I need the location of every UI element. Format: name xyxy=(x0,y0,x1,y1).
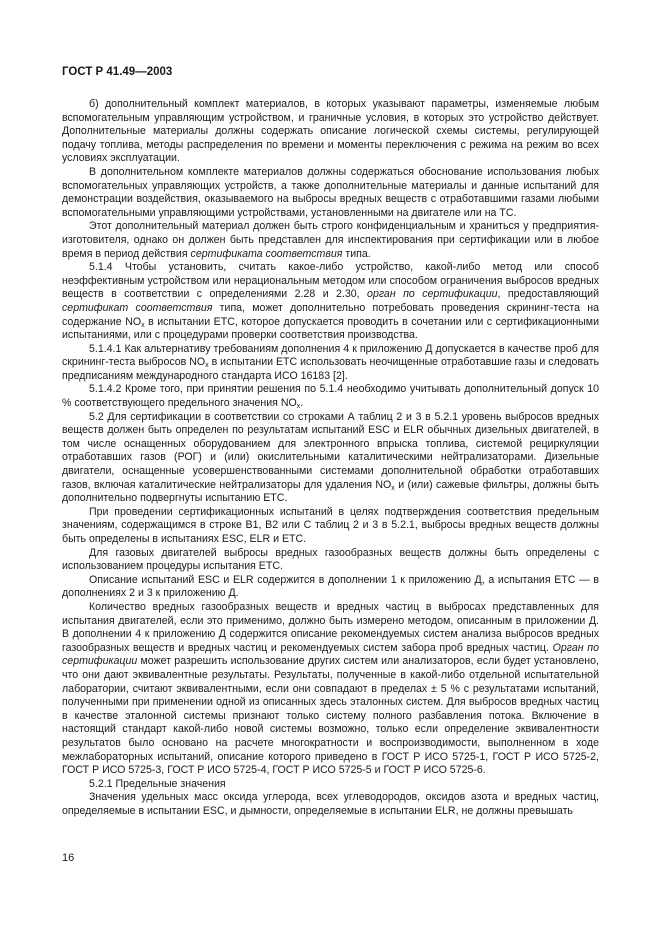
paragraph: Количество вредных газообразных веществ и вредных частиц в выбросах представленных для испытания двигателей, если это применимо, должно быть измерено методом, описанным в приложении Д. В дополнении 4 к приложению Д содержится описание рекомендуемых систем анализа выбросов вредных газообразных веществ и вредных частиц и рекомендуемых систем забора проб вредных частиц. Орган по сертификации может разрешить использование других систем или анализаторов, если будет установлено, что они дают эквивалентные результаты. Результаты, полученные в какой-либо отдельной испытательной лаборатории, считают эквивалентными, если они совпадают в пределах ± 5 % с результатами испытаний, полученными при применении одной из описанных здесь эталонных систем. Для выбросов вредных частиц в качестве эталонной системы признают только систему полного разбавления потока. Включение в настоящий стандарт какой-либо новой системы возможно, только если определение эквивалентности результатов было основано на расчете многократности и воспроизводимости, выполненном в ходе межлабораторных испытаний, описание которого приведено в ГОСТ Р ИСО 5725-1, ГОСТ Р ИСО 5725-2, ГОСТ Р ИСО 5725-3, ГОСТ Р ИСО 5725-4, ГОСТ Р ИСО 5725-5 и ГОСТ Р ИСО 5725-6. xyxy=(62,600,600,777)
paragraph: 5.1.4 Чтобы установить, считать какое-либо устройство, какой-либо метод или способ неэффективным устройством или нерациональным методом или способом ограничения выбросов вредных веществ в соответствии с определениями 2.28 и 2.30, орган по сертификации, предоставляющий сертификат соответствия типа, может дополнительно потребовать проведения скрининг-теста на содержание $NO_x$ в испытании ЕТС, которое допускается проводить в сочетании или с сертификационными испытаниями, или с процедурами проверки соответствия производства. xyxy=(62,261,599,342)
subscript: x xyxy=(205,362,209,370)
section-heading: 5.2.1 Предельные значения xyxy=(89,777,226,790)
paragraph: б) дополнительный комплект материалов, в которых указывают параметры, изменяемые любым вспомогательным управляющим устройством, и граничные условия, в которых это устройство действует. Дополнительные материалы должны содержать описание логической схемы системы, регулирующей подачу топлива, методы распределения по времени и моменты переключения с режима на режим во всех условиях эксплуатации. xyxy=(62,98,599,165)
subscript: x xyxy=(391,484,395,492)
italic-term: Орган по сертификации xyxy=(62,641,600,668)
subscript: x xyxy=(141,321,145,329)
paragraph: В дополнительном комплекте материалов должны содержаться обоснование использования любых вспомогательных управляющих устройств, а также дополнительные материалы и данные испытаний для демонстрации воздействия, оказываемого на выбросы вредных веществ с отработавшими газами любыми вспомогательными управляющими устройствами, установленными на двигателе или на ТС. xyxy=(62,165,599,219)
paragraph: Для газовых двигателей выбросы вредных газообразных веществ должны быть определены с использованием процедуры испытания ЕТС. xyxy=(62,546,599,573)
italic-term: орган по сертификации xyxy=(367,288,498,301)
italic-term: сертификата соответствия xyxy=(190,247,343,260)
paragraph: Описание испытаний ESC и ELR содержится в дополнении 1 к приложению Д, а испытания ЕТС — в дополнениях 2 и 3 к приложению Д. xyxy=(62,573,599,600)
paragraph: 5.1.4.1 Как альтернативу требованиям дополнения 4 к приложению Д допускается в качестве проб для скрининг-теста выбросов $NO_x$ в испытании ЕТС использовать неочищенные отработавшие газы и следовать предписаниям международного стандарта ИСО 16183 [2]. xyxy=(62,342,599,382)
italic-term: сертификат соответствия xyxy=(62,301,213,314)
paragraph: При проведении сертификационных испытаний в целях подтверждения соответствия предельным значениям, содержащимся в строке В1, В2 или С таблиц 2 и 3 в 5.2.1, выбросы вредных веществ должны быть определены в испытаниях ESC, ELR и ETC. xyxy=(62,505,599,545)
paragraph: 5.2 Для сертификации в соответствии со строками А таблиц 2 и 3 в 5.2.1 уровень выбросов вредных веществ должен быть определен по результатам испытаний ESC и ELR обычных дизельных двигателей, в том числе оснащенных оборудованием для электронного впрыска топлива, системой рециркуляции отработавших газов (РОГ) и (или) окислительными каталитическими нейтрализаторами. Дизельные двигатели, оснащенные усовершенствованными системами дополнительной обработки отработавших газов, включая каталитические нейтрализаторы для удаления $NO_x$ и (или) сажевые фильтры, должны быть дополнительно подвергнуты испытанию ЕТС. xyxy=(62,410,599,505)
body-text xyxy=(62,98,599,818)
page-header-doc-id: ГОСТ Р 41.49—2003 xyxy=(62,66,173,78)
paragraph: 5.1.4.2 Кроме того, при принятии решения по 5.1.4 необходимо учитывать дополнительный допуск 10 % соответствующего предельного значения $NO_x$. xyxy=(62,383,599,411)
subscript: x xyxy=(296,403,301,411)
page-number: 16 xyxy=(62,852,75,864)
paragraph: Этот дополнительный материал должен быть строго конфиденциальным и храниться у предприятия-изготовителя, однако он должен быть представлен для инспектирования при сертификации или в любое время в период действия сертификата соответствия типа. xyxy=(62,220,599,260)
paragraph: Значения удельных масс оксида углерода, всех углеводородов, оксидов азота и вредных частиц, определяемые в испытании ESC, и дымности, определяемые в испытании ELR, не должны превышать xyxy=(62,791,599,817)
